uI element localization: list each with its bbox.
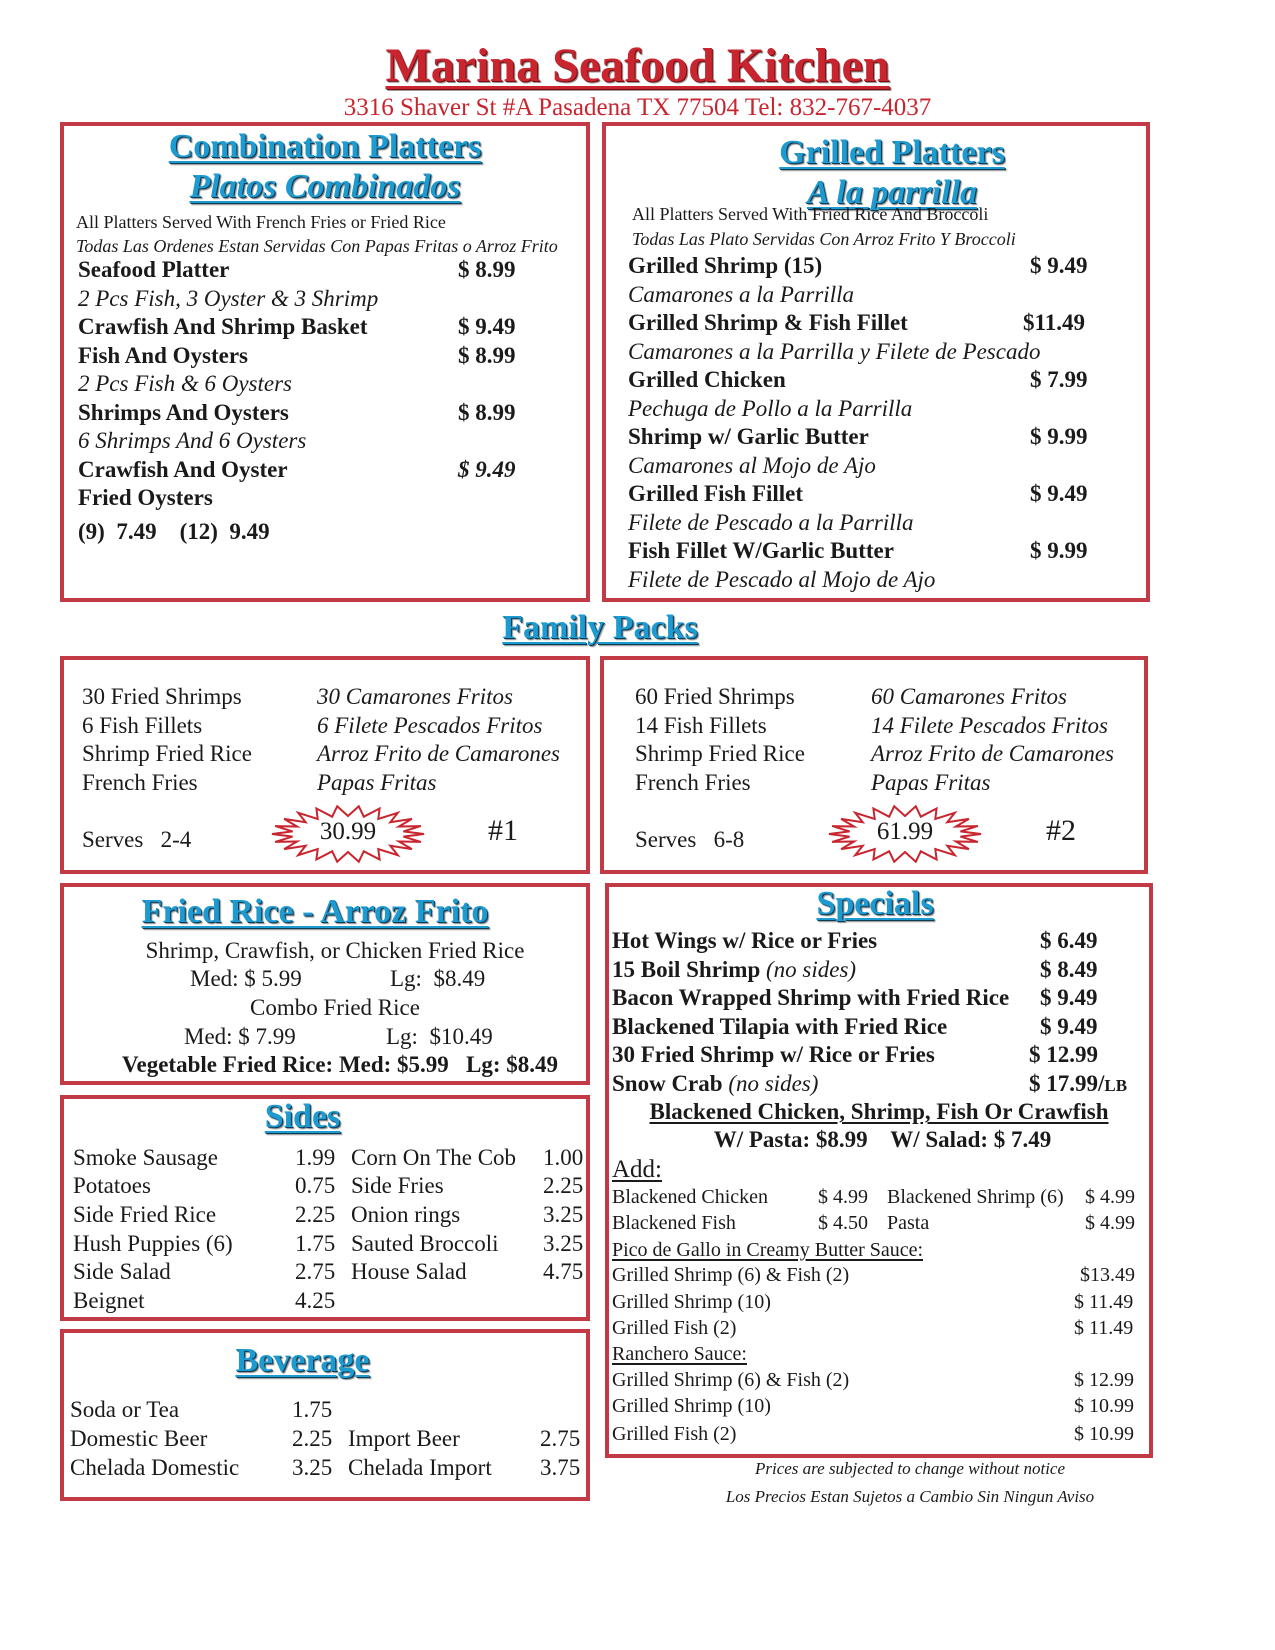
pico-item-price: $13.49 (1080, 1264, 1135, 1286)
pack-item-es: 14 Filete Pescados Fritos (871, 713, 1108, 738)
special-name: Bacon Wrapped Shrimp with Fried Rice (612, 985, 1010, 1010)
pack-price: 30.99 (319, 818, 377, 845)
beverage-item-name: Domestic Beer (70, 1426, 208, 1451)
beverage-item-name: Chelada Import (348, 1455, 492, 1480)
menu-item-name: Grilled Shrimp (15) (628, 253, 823, 278)
menu-item-price: $ 9.49 (1030, 253, 1088, 278)
pack-item-en: 30 Fried Shrimps (82, 684, 242, 709)
pico-item-name: Grilled Fish (2) (612, 1317, 737, 1339)
blackened-prices: W/ Pasta: $8.99 W/ Salad: $ 7.49 (713, 1127, 1052, 1152)
fried-rice-line: Shrimp, Crawfish, or Chicken Fried Rice (145, 938, 525, 963)
combination-note-es: Todas Las Ordenes Estan Servidas Con Papas Fritas o Arroz Frito (76, 236, 558, 256)
pack-item-en: Shrimp Fried Rice (82, 741, 252, 766)
menu-item-name: Grilled Shrimp & Fish Fillet (628, 310, 908, 335)
menu-item-price: $ 8.99 (458, 400, 516, 425)
pack-price-badge (268, 804, 428, 864)
side-item-price: 1.75 (295, 1231, 336, 1256)
special-item-name (612, 1071, 818, 1097)
side-item-price: 4.75 (543, 1259, 584, 1284)
beverage-item-price: 2.75 (540, 1426, 581, 1451)
menu-item-name: Grilled Fish Fillet (628, 481, 804, 506)
grilled-subtitle: A la parrilla (806, 174, 978, 211)
pico-item-name: Grilled Shrimp (6) & Fish (2) (612, 1264, 850, 1286)
footer-note-en: Prices are subjected to change without notice (754, 1459, 1066, 1478)
pack-item-en: 14 Fish Fillets (635, 713, 767, 738)
pack-item-es: 60 Camarones Fritos (871, 684, 1067, 709)
pack-item-es: Papas Fritas (871, 770, 991, 795)
add-item-price: $ 4.99 (818, 1186, 868, 1208)
side-item-name: Potatoes (73, 1173, 151, 1198)
special-item-price: $ 8.49 (1040, 957, 1098, 982)
side-item-price: 4.25 (295, 1288, 336, 1313)
side-item-price: 1.99 (295, 1145, 336, 1170)
side-item-name: Sauted Broccoli (351, 1231, 499, 1256)
side-item-price: 3.25 (543, 1231, 584, 1256)
menu-item-desc: Pechuga de Pollo a la Parrilla (628, 396, 913, 421)
pack-price-badge (825, 804, 985, 864)
menu-item-price: $11.49 (1023, 310, 1085, 335)
ranchero-item-price: $ 10.99 (1074, 1423, 1134, 1445)
beverage-item-name: Import Beer (348, 1426, 460, 1451)
special-name: Hot Wings w/ Rice or Fries (612, 928, 878, 953)
ranchero-item-price: $ 12.99 (1074, 1369, 1134, 1391)
price-unit: LB (1104, 1076, 1128, 1095)
side-item-name: Hush Puppies (6) (73, 1231, 233, 1256)
beverage-item-price: 2.25 (292, 1426, 333, 1451)
menu-item-name: Seafood Platter (78, 257, 230, 282)
beverage-item-name: Soda or Tea (70, 1397, 180, 1422)
special-name: 30 Fried Shrimp w/ Rice or Fries (612, 1042, 935, 1067)
special-item-price: $ 9.49 (1040, 1014, 1098, 1039)
pack-number: #1 (488, 814, 518, 847)
pico-item-name: Grilled Shrimp (10) (612, 1291, 771, 1313)
side-item-price: 3.25 (543, 1202, 584, 1227)
pack-number: #2 (1046, 814, 1076, 847)
side-item-name: Onion rings (351, 1202, 461, 1227)
pack-item-es: 30 Camarones Fritos (317, 684, 513, 709)
restaurant-address: 3316 Shaver St #A Pasadena TX 77504 Tel: 832-767-4037 (343, 94, 932, 121)
special-item-name (612, 957, 856, 983)
side-item-price: 2.25 (295, 1202, 336, 1227)
pack-item-en: French Fries (82, 770, 198, 795)
add-item-name: Blackened Fish (612, 1212, 736, 1234)
menu-item-price: $ 9.49 (458, 457, 516, 482)
special-item-price: $ 12.99 (1029, 1042, 1098, 1067)
grilled-title: Grilled Platters (779, 134, 1005, 171)
special-extra: (no sides) (766, 957, 857, 982)
pack-item-es: Papas Fritas (317, 770, 437, 795)
side-item-name: Smoke Sausage (73, 1145, 219, 1170)
add-item-name: Blackened Chicken (612, 1186, 769, 1208)
side-item-price: 2.25 (543, 1173, 584, 1198)
side-item-price: 1.00 (543, 1145, 584, 1170)
add-label: Add: (612, 1156, 662, 1183)
menu-item-price: $ 7.99 (1030, 367, 1088, 392)
menu-item-price: $ 9.99 (1030, 538, 1088, 563)
beverage-item-price: 3.75 (540, 1455, 581, 1480)
ranchero-item-name: Grilled Shrimp (10) (612, 1395, 771, 1417)
menu-item-desc: Camarones a la Parrilla (628, 282, 854, 307)
pack-item-es: Arroz Frito de Camarones (871, 741, 1114, 766)
grilled-note-es: Todas Las Plato Servidas Con Arroz Frito Y Broccoli (632, 229, 1016, 249)
menu-item-desc: Camarones a la Parrilla y Filete de Pescado (628, 339, 1041, 364)
menu-item-name: Fish Fillet W/Garlic Butter (628, 538, 894, 563)
special-item-name (612, 985, 1009, 1011)
pack-item-en: 6 Fish Fillets (82, 713, 203, 738)
pack-serves: Serves 6-8 (635, 827, 745, 852)
ranchero-label: Ranchero Sauce: (612, 1343, 747, 1365)
menu-item-price: $ 9.99 (1030, 424, 1088, 449)
vegetable-fried-rice: Vegetable Fried Rice: Med: $5.99 Lg: $8.49 (122, 1052, 559, 1077)
special-extra: (no sides) (728, 1071, 819, 1096)
menu-item-desc: Filete de Pescado al Mojo de Ajo (628, 567, 936, 592)
combination-title: Combination Platters (168, 128, 482, 165)
menu-item-desc: Filete de Pescado a la Parrilla (628, 510, 914, 535)
special-name: Snow Crab (612, 1071, 729, 1096)
menu-item-price: $ 8.99 (458, 257, 516, 282)
ranchero-item-name: Grilled Fish (2) (612, 1423, 737, 1445)
menu-item-price: $ 8.99 (458, 343, 516, 368)
specials-title: Specials (816, 885, 934, 922)
menu-item-name: Crawfish And Oyster (78, 457, 288, 482)
pack-item-es: Arroz Frito de Camarones (317, 741, 560, 766)
special-name: Blackened Tilapia with Fried Rice (612, 1014, 948, 1039)
side-item-name: Corn On The Cob (351, 1145, 517, 1170)
beverage-item-price: 3.25 (292, 1455, 333, 1480)
footer-note-es: Los Precios Estan Sujetos a Cambio Sin Ningun Aviso (725, 1487, 1095, 1506)
beverage-item-price: 1.75 (292, 1397, 333, 1422)
add-item-price: $ 4.50 (818, 1212, 868, 1234)
menu-item-name: Fish And Oysters (78, 343, 248, 368)
pico-label: Pico de Gallo in Creamy Butter Sauce: (612, 1239, 924, 1261)
beverage-title: Beverage (235, 1342, 370, 1379)
add-item-price: $ 4.99 (1085, 1186, 1135, 1208)
special-item-name (612, 928, 877, 954)
side-item-price: 0.75 (295, 1173, 336, 1198)
combination-note-en: All Platters Served With French Fries or Fried Rice (76, 212, 446, 232)
menu-item-desc: 2 Pcs Fish, 3 Oyster & 3 Shrimp (78, 286, 379, 311)
pack-price: 61.99 (876, 818, 934, 845)
special-item-price (1029, 1071, 1127, 1097)
add-item-name: Blackened Shrimp (6) (887, 1186, 1064, 1208)
ranchero-item-price: $ 10.99 (1074, 1395, 1134, 1417)
pack-item-es: 6 Filete Pescados Fritos (317, 713, 543, 738)
pack-item-en: French Fries (635, 770, 751, 795)
special-item-price: $ 6.49 (1040, 928, 1098, 953)
family-packs-title: Family Packs (502, 609, 698, 646)
special-item-price: $ 9.49 (1040, 985, 1098, 1010)
blackened-title: Blackened Chicken, Shrimp, Fish Or Crawfish (649, 1099, 1109, 1124)
fried-rice-med-price: Med: $ 5.99 (190, 966, 302, 991)
side-item-name: Side Salad (73, 1259, 171, 1284)
menu-item-name: Shrimps And Oysters (78, 400, 289, 425)
special-item-name (612, 1042, 935, 1068)
menu-item-name: Shrimp w/ Garlic Butter (628, 424, 869, 449)
pack-item-en: 60 Fried Shrimps (635, 684, 795, 709)
ranchero-item-name: Grilled Shrimp (6) & Fish (2) (612, 1369, 850, 1391)
price-value: $ 17.99/ (1029, 1071, 1105, 1096)
special-item-name (612, 1014, 947, 1040)
combination-subtitle: Platos Combinados (189, 168, 461, 205)
pack-serves: Serves 2-4 (82, 827, 192, 852)
fried-rice-med-price: Med: $ 7.99 (184, 1024, 296, 1049)
side-item-name: House Salad (351, 1259, 467, 1284)
pico-item-price: $ 11.49 (1074, 1317, 1134, 1339)
menu-item-desc: 6 Shrimps And 6 Oysters (78, 428, 307, 453)
side-item-name: Side Fries (351, 1173, 444, 1198)
add-item-name: Pasta (887, 1212, 930, 1234)
fried-rice-line: Combo Fried Rice (250, 995, 420, 1020)
menu-item-desc: 2 Pcs Fish & 6 Oysters (78, 371, 293, 396)
beverage-item-name: Chelada Domestic (70, 1455, 240, 1480)
side-item-name: Side Fried Rice (73, 1202, 217, 1227)
side-item-name: Beignet (73, 1288, 145, 1313)
sides-title: Sides (264, 1098, 341, 1135)
grilled-note-en: All Platters Served With Fried Rice And Broccoli (632, 204, 989, 224)
fried-oysters-prices: (9) 7.49 (12) 9.49 (78, 519, 270, 544)
special-name: 15 Boil Shrimp (612, 957, 767, 982)
pico-item-price: $ 11.49 (1074, 1291, 1134, 1313)
pack-item-en: Shrimp Fried Rice (635, 741, 805, 766)
menu-item-desc: Camarones al Mojo de Ajo (628, 453, 876, 478)
menu-item-name: Fried Oysters (78, 485, 213, 510)
restaurant-title: Marina Seafood Kitchen (385, 39, 890, 92)
fried-rice-title: Fried Rice - Arroz Frito (141, 893, 489, 930)
menu-item-price: $ 9.49 (1030, 481, 1088, 506)
menu-item-price: $ 9.49 (458, 314, 516, 339)
fried-rice-lg-price: Lg: $8.49 (390, 966, 486, 991)
menu-item-name: Grilled Chicken (628, 367, 786, 392)
menu-item-name: Crawfish And Shrimp Basket (78, 314, 368, 339)
fried-rice-lg-price: Lg: $10.49 (386, 1024, 493, 1049)
add-item-price: $ 4.99 (1085, 1212, 1135, 1234)
side-item-price: 2.75 (295, 1259, 336, 1284)
